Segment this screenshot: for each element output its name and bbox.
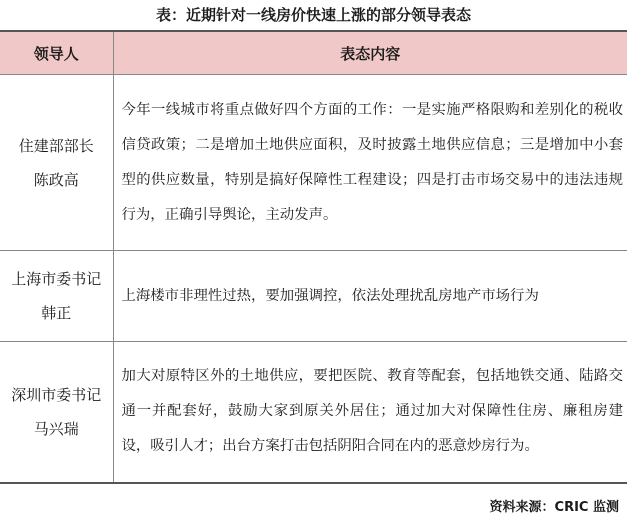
leader-role: 住建部部长	[18, 136, 94, 155]
leader-role: 深圳市委书记	[11, 385, 102, 404]
leader-name: 陈政高	[33, 170, 79, 189]
header-row	[0, 32, 627, 75]
statements-table	[0, 30, 627, 484]
statement-cell: 加大对原特区外的土地供应，要把医院、教育等配套，包括地铁交通、陆路交通一并配套好，鼓励大家到原关外居住；通过加大对保障性住房、廉租房建设，吸引人才；出台方案打击包括阴阳合同在内的恶意炒房行为。	[121, 368, 623, 455]
leader-role: 上海市委书记	[11, 270, 102, 288]
statement-cell: 上海楼市非理性过热，要加强调控，依法处理扰乱房地产市场行为	[113, 251, 627, 342]
table-title: 表：近期针对一线房价快速上涨的部分领导表态	[155, 6, 471, 24]
leader-cell	[0, 75, 113, 251]
leader-cell	[0, 342, 113, 482]
table-row	[0, 75, 627, 251]
leader-column-header: 领导人	[0, 32, 113, 75]
content-column-header: 表态内容	[113, 32, 627, 75]
leader-cell	[0, 251, 113, 342]
table-row	[0, 342, 627, 482]
table-row	[0, 251, 627, 342]
source-note: 资料来源：CRIC 监测	[489, 500, 619, 515]
leader-name: 马兴瑞	[33, 419, 79, 438]
leader-name: 韩正	[41, 304, 72, 322]
statement-cell: 今年一线城市将重点做好四个方面的工作：一是实施严格限购和差别化的税收信贷政策；二是增加土地供应面积，及时披露土地供应信息；三是增加中小套型的供应数量，特别是搞好保障性工程建设；四是打击市场交易中的违法违规行为，正确引导舆论，主动发声。	[113, 75, 627, 251]
